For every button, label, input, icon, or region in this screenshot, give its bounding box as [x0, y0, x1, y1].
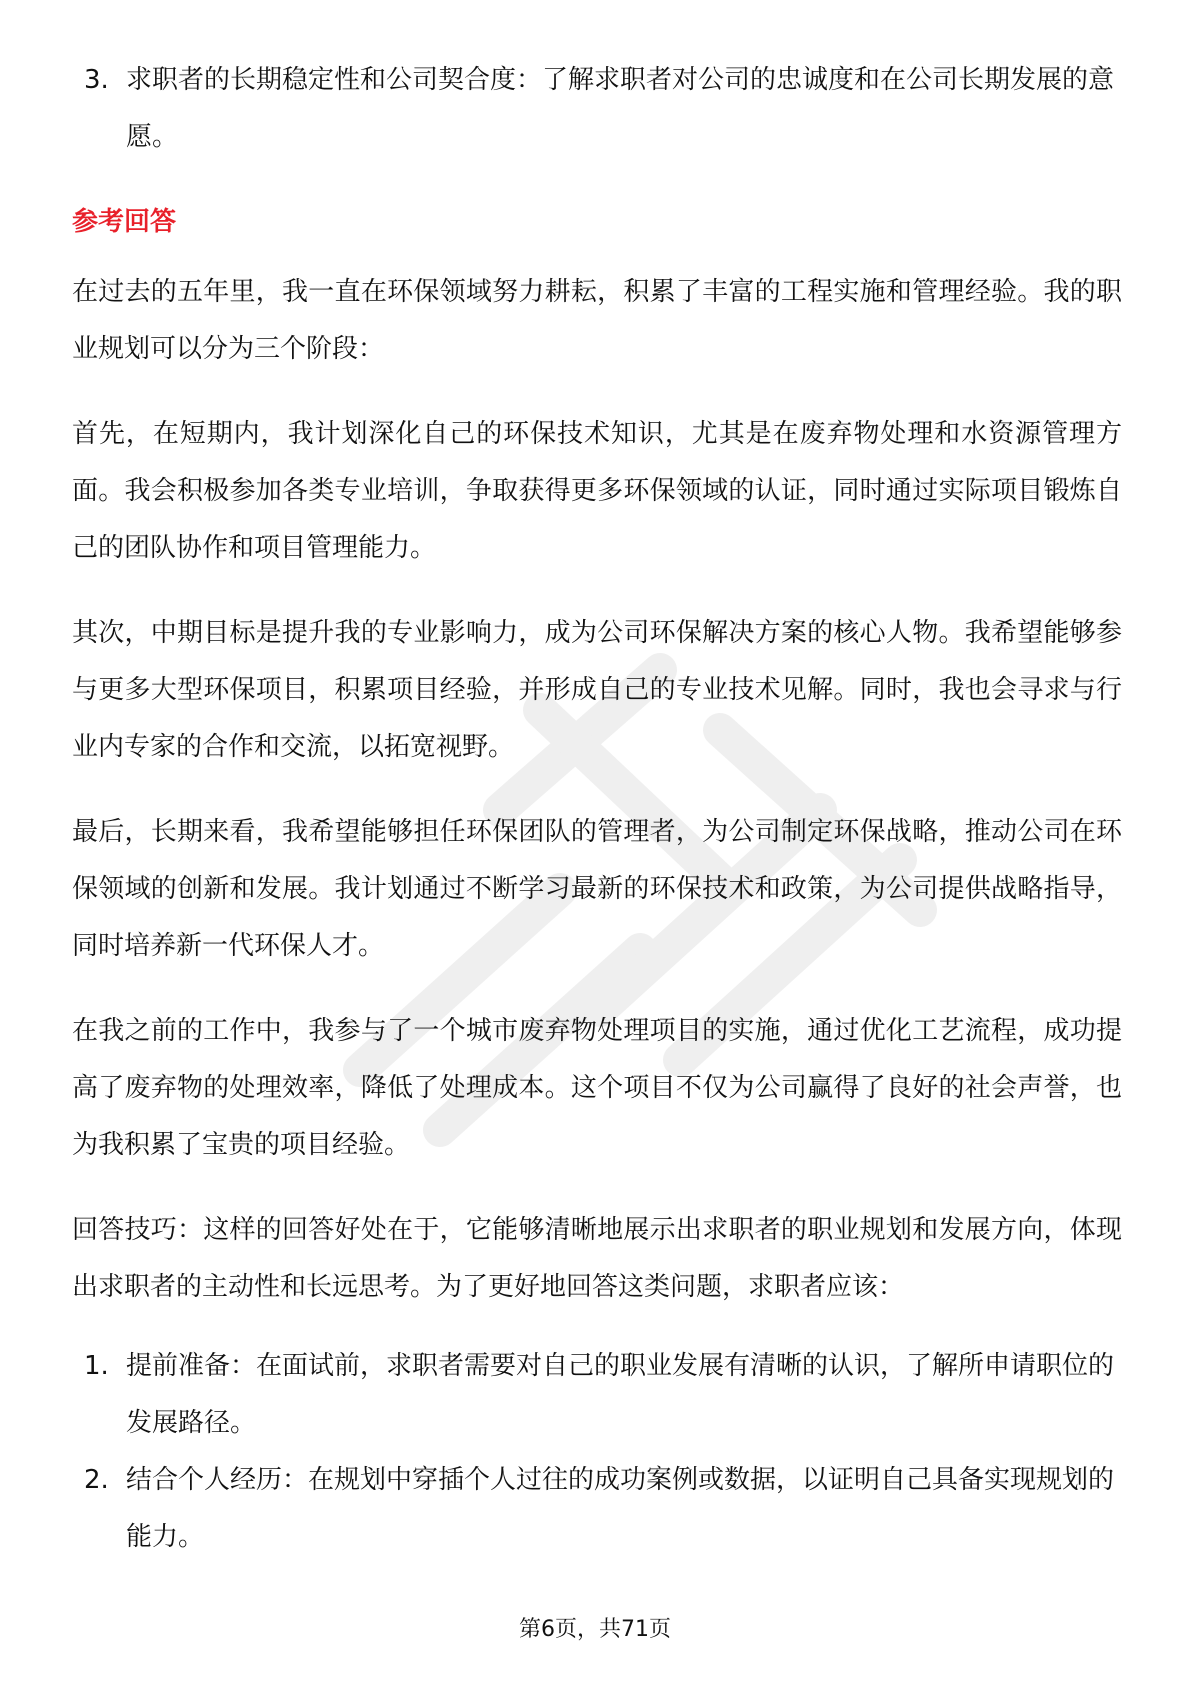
- list-number: 1.: [84, 1351, 109, 1381]
- page-footer: 第6页，共71页: [519, 1617, 671, 1642]
- list-text: 求职者的长期稳定性和公司契合度：了解求职者对公司的忠诚度和在公司长期发展的意愿。: [126, 65, 1115, 152]
- tips-list: [72, 1338, 1122, 1566]
- section-heading: 参考回答: [72, 207, 177, 237]
- list-number: 3.: [84, 65, 109, 95]
- list-number: 2.: [84, 1465, 109, 1495]
- list-item: [72, 1452, 1122, 1566]
- paragraph: 回答技巧：这样的回答好处在于，它能够清晰地展示出求职者的职业规划和发展方向，体现出求职者的主动性和长远思考。为了更好地回答这类问题，求职者应该：: [72, 1215, 1122, 1302]
- list-text: 结合个人经历：在规划中穿插个人过往的成功案例或数据，以证明自己具备实现规划的能力。: [126, 1465, 1115, 1552]
- list-text: 提前准备：在面试前，求职者需要对自己的职业发展有清晰的认识，了解所申请职位的发展路径。: [126, 1351, 1115, 1438]
- paragraph: 在我之前的工作中，我参与了一个城市废弃物处理项目的实施，通过优化工艺流程，成功提高了废弃物的处理效率，降低了处理成本。这个项目不仅为公司赢得了良好的社会声誉，也为我积累了宝贵的项目经验。: [72, 1016, 1122, 1160]
- paragraph: 在过去的五年里，我一直在环保领域努力耕耘，积累了丰富的工程实施和管理经验。我的职业规划可以分为三个阶段：: [72, 277, 1122, 364]
- paragraph: 其次，中期目标是提升我的专业影响力，成为公司环保解决方案的核心人物。我希望能够参与更多大型环保项目，积累项目经验，并形成自己的专业技术见解。同时，我也会寻求与行业内专家的合作和交流，以拓宽视野。: [72, 618, 1122, 762]
- list-item: [72, 52, 1122, 166]
- criteria-list: [72, 52, 1122, 166]
- paragraph: 首先，在短期内，我计划深化自己的环保技术知识，尤其是在废弃物处理和水资源管理方面。我会积极参加各类专业培训，争取获得更多环保领域的认证，同时通过实际项目锻炼自己的团队协作和项目管理能力。: [72, 419, 1122, 563]
- page-content: [72, 52, 1122, 1566]
- paragraph: 最后，长期来看，我希望能够担任环保团队的管理者，为公司制定环保战略，推动公司在环保领域的创新和发展。我计划通过不断学习最新的环保技术和政策，为公司提供战略指导，同时培养新一代环保人才。: [72, 817, 1122, 961]
- list-item: [72, 1338, 1122, 1452]
